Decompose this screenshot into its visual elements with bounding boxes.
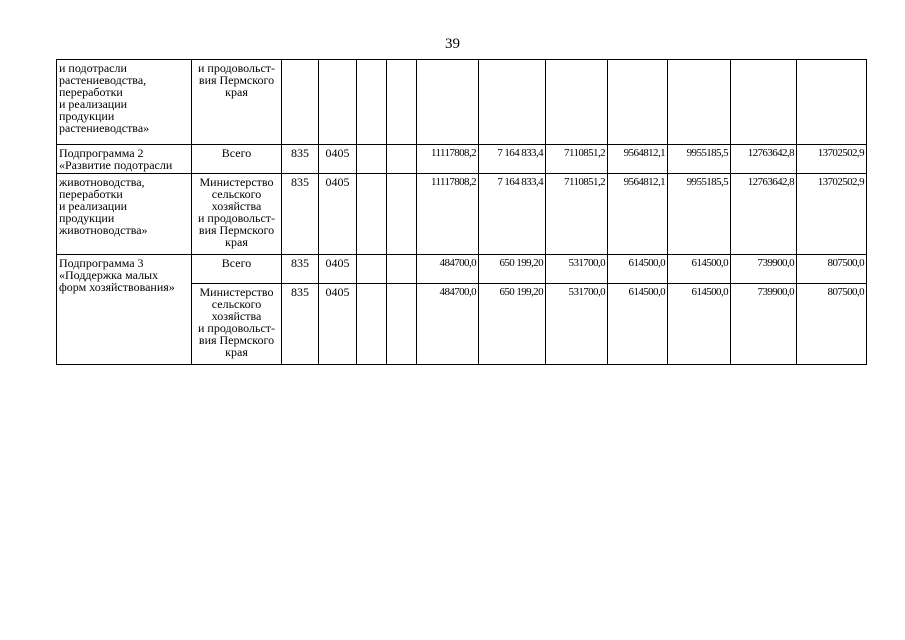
- csr-cell: [357, 174, 387, 255]
- value-cell: 7 164 833,4: [479, 145, 546, 174]
- executor-cell: Всего: [192, 145, 282, 174]
- grbs-cell: 835: [282, 284, 319, 365]
- rzpr-cell: 0405: [319, 255, 357, 284]
- value-cell: 13702502,9: [797, 174, 867, 255]
- executor-cell: Министерство сельского хозяйства и продовольст- вия Пермского края: [192, 284, 282, 365]
- value-cell: 807500,0: [797, 255, 867, 284]
- program-name-cell: Подпрограмма 3 «Поддержка малых форм хозяйствования»: [57, 255, 192, 365]
- value-cell: 9564812,1: [608, 174, 668, 255]
- value-cell: 614500,0: [668, 284, 731, 365]
- executor-cell: Министерство сельского хозяйства и продовольст- вия Пермского края: [192, 174, 282, 255]
- value-cell: [608, 60, 668, 145]
- program-name-cell: животноводства, переработки и реализации продукции животноводства»: [57, 174, 192, 255]
- program-name-cell: и подотрасли растениеводства, переработки и реализации продукции растениеводства»: [57, 60, 192, 145]
- value-cell: 484700,0: [417, 255, 479, 284]
- vr-cell: [387, 145, 417, 174]
- rzpr-cell: 0405: [319, 174, 357, 255]
- value-cell: [731, 60, 797, 145]
- rzpr-cell: 0405: [319, 145, 357, 174]
- grbs-cell: 835: [282, 174, 319, 255]
- value-cell: 9955185,5: [668, 145, 731, 174]
- value-cell: 12763642,8: [731, 174, 797, 255]
- table-row: [57, 174, 867, 255]
- grbs-cell: 835: [282, 255, 319, 284]
- table-row: [57, 60, 867, 145]
- value-cell: 9564812,1: [608, 145, 668, 174]
- value-cell: 484700,0: [417, 284, 479, 365]
- value-cell: [479, 60, 546, 145]
- value-cell: 531700,0: [546, 255, 608, 284]
- value-cell: [668, 60, 731, 145]
- value-cell: [417, 60, 479, 145]
- value-cell: [546, 60, 608, 145]
- csr-cell: [357, 145, 387, 174]
- value-cell: 7 164 833,4: [479, 174, 546, 255]
- value-cell: 531700,0: [546, 284, 608, 365]
- budget-table: [56, 59, 867, 365]
- vr-cell: [387, 255, 417, 284]
- vr-cell: [387, 60, 417, 145]
- csr-cell: [357, 255, 387, 284]
- value-cell: 650 199,20: [479, 255, 546, 284]
- value-cell: 7110851,2: [546, 174, 608, 255]
- value-cell: 11117808,2: [417, 174, 479, 255]
- value-cell: 739900,0: [731, 255, 797, 284]
- table-row: [57, 255, 867, 284]
- rzpr-cell: 0405: [319, 284, 357, 365]
- rzpr-cell: [319, 60, 357, 145]
- table-row: [57, 145, 867, 174]
- grbs-cell: [282, 60, 319, 145]
- value-cell: 807500,0: [797, 284, 867, 365]
- value-cell: 614500,0: [608, 284, 668, 365]
- value-cell: 739900,0: [731, 284, 797, 365]
- executor-cell: Всего: [192, 255, 282, 284]
- value-cell: 13702502,9: [797, 145, 867, 174]
- csr-cell: [357, 60, 387, 145]
- value-cell: [797, 60, 867, 145]
- value-cell: 11117808,2: [417, 145, 479, 174]
- csr-cell: [357, 284, 387, 365]
- value-cell: 12763642,8: [731, 145, 797, 174]
- vr-cell: [387, 174, 417, 255]
- program-name-cell: Подпрограмма 2 «Развитие подотрасли: [57, 145, 192, 174]
- grbs-cell: 835: [282, 145, 319, 174]
- value-cell: 650 199,20: [479, 284, 546, 365]
- value-cell: 614500,0: [608, 255, 668, 284]
- executor-cell: и продовольст- вия Пермского края: [192, 60, 282, 145]
- value-cell: 7110851,2: [546, 145, 608, 174]
- vr-cell: [387, 284, 417, 365]
- value-cell: 614500,0: [668, 255, 731, 284]
- page-number: 39: [445, 36, 460, 52]
- value-cell: 9955185,5: [668, 174, 731, 255]
